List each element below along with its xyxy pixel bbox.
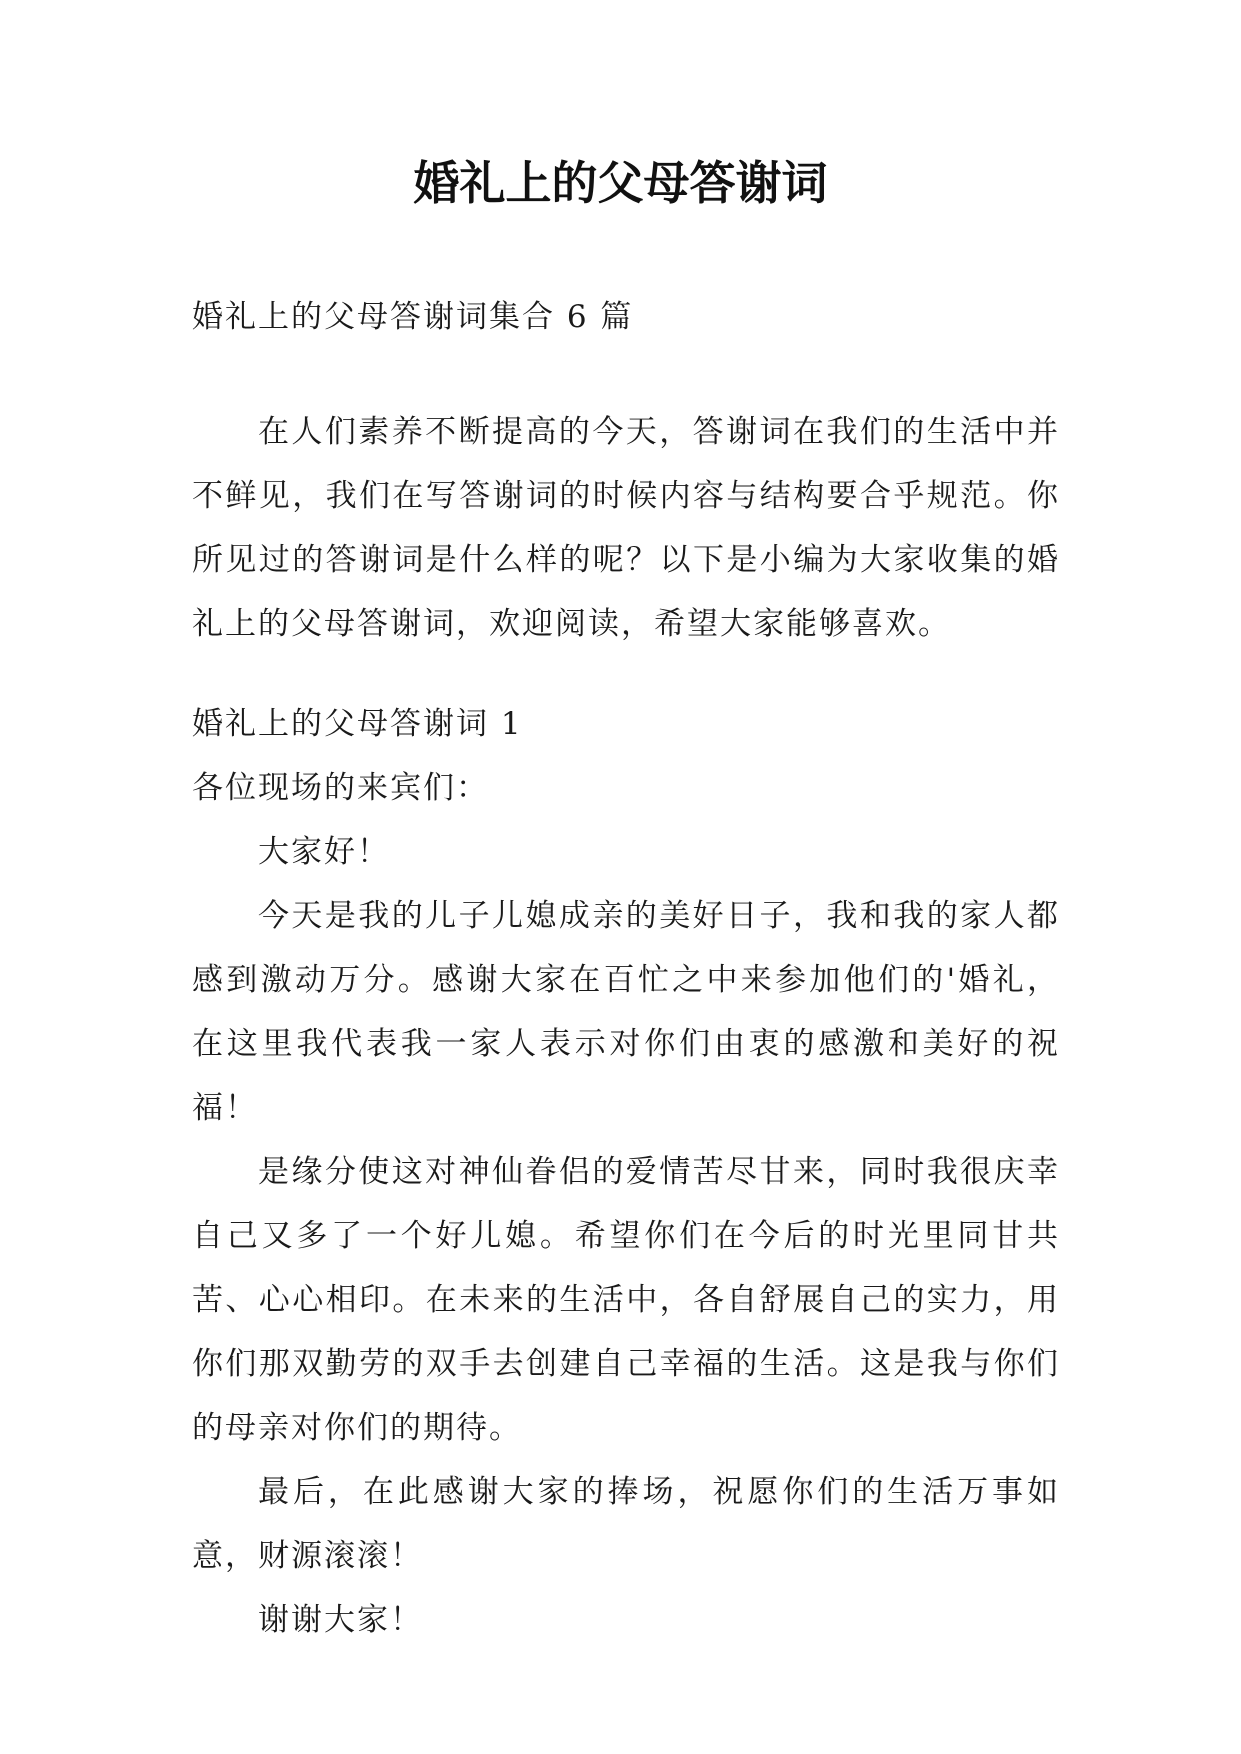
intro-paragraph: 在人们素养不断提高的今天，答谢词在我们的生活中并不鲜见，我们在写答谢词的时候内容与结构要合乎规范。你所见过的答谢词是什么样的呢？以下是小编为大家收集的婚礼上的父母答谢词，欢迎阅读，希望大家能够喜欢。 (192, 414, 1060, 642)
body-paragraph: 是缘分使这对神仙眷侣的爱情苦尽甘来，同时我很庆幸自己又多了一个好儿媳。希望你们在今后的时光里同甘共苦、心心相印。在未来的生活中，各自舒展自己的实力，用你们那双勤劳的双手去创建自己幸福的生活。这是我与你们的母亲对你们的期待。 (192, 1154, 1060, 1446)
body-paragraph: 最后，在此感谢大家的捧场，祝愿你们的生活万事如意，财源滚滚！ (192, 1474, 1060, 1574)
closing-line: 谢谢大家！ (258, 1602, 423, 1638)
greeting: 大家好！ (258, 834, 390, 870)
salutation: 各位现场的来宾们： (192, 770, 489, 806)
document-subtitle: 婚礼上的父母答谢词集合 6 篇 (192, 299, 634, 335)
section-heading: 婚礼上的父母答谢词 1 (192, 706, 523, 742)
document-title: 婚礼上的父母答谢词 (413, 156, 828, 210)
body-paragraph: 今天是我的儿子儿媳成亲的美好日子，我和我的家人都感到激动万分。感谢大家在百忙之中来参加他们的'婚礼，在这里我代表我一家人表示对你们由衷的感激和美好的祝福！ (192, 898, 1060, 1126)
section-content (192, 756, 1060, 1652)
